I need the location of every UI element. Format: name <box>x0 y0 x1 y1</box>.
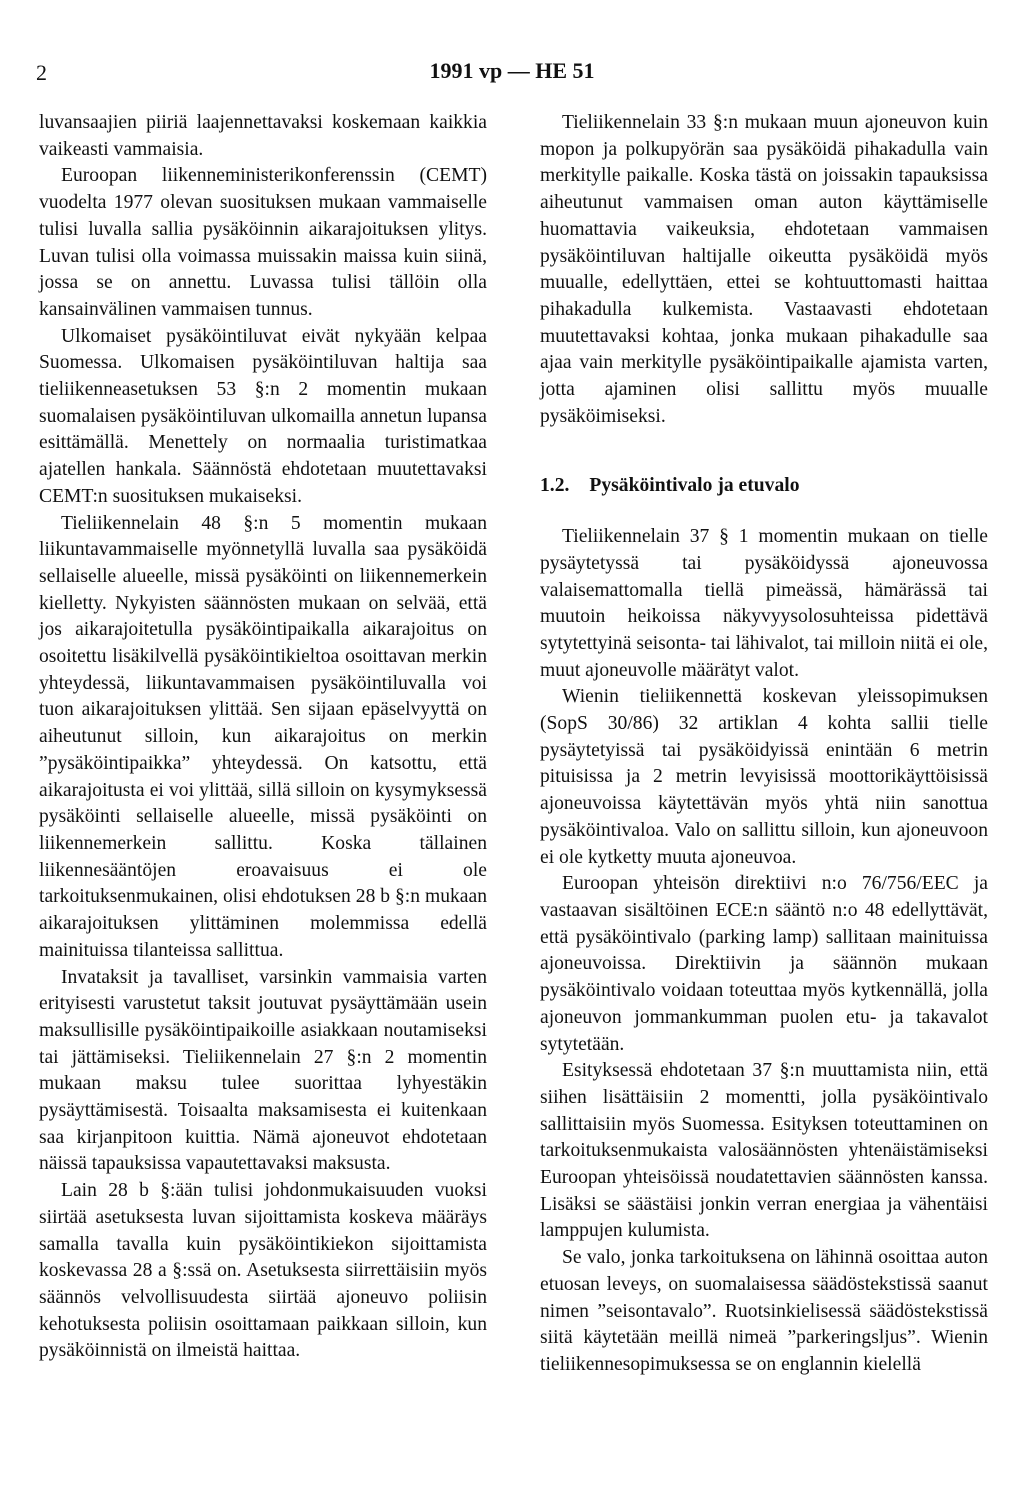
right-paragraph-4: Euroopan yhteisön direktiivi n:o 76/756/EEC ja vastaavan sisältöinen ECE:n sääntö n:o 48 edellyttävät, että pysäköintivalo (parking lamp) sallitaan mainituissa ajoneuvoissa. Direktiivin ja säännön mukaan pysäköintivalo voidaan toteuttaa myös kytkennällä, jolla ajoneuvon jommankumman puolen etu- ja takavalot sytytetään. <box>540 873 988 1055</box>
page-number: 2 <box>36 60 47 85</box>
right-paragraph-3: Wienin tieliikennettä koskevan yleissopimuksen (SopS 30/86) 32 artiklan 4 kohta sallii tielle pysäytetyissä tai pysäköidyissä enintään 6 metrin pituisissa ja 2 metrin levyisissä moottorikäyttöisissä ajoneuvoissa käytettävän myös yhtä niin sanottua pysäköintivaloa. Valo on sallittu silloin, kun ajoneuvoon ei ole kytketty muuta ajoneuvoa. <box>540 686 988 868</box>
right-paragraph-2: Tieliikennelain 37 § 1 momentin mukaan on tielle pysäytetyssä tai pysäköidyssä ajoneuvossa valaisemattomalla tiellä pimeässä, hämärässä tai muutoin heikoissa näkyvyysolosuhteissa pidettävä sytytettyinä seisonta- tai lähivalot, tai milloin niitä ei ole, muut ajoneuvolle määrätyt valot. <box>540 526 988 681</box>
left-paragraph-5: Invataksit ja tavalliset, varsinkin vammaisia varten erityisesti varustetut taksit joutuvat pysäyttämään usein maksullisille pysäköintipaikoille asiakkaan noutamiseksi tai jättämiseksi. Tieliikennelain 27 §:n 2 momentin mukaan maksu tulee suorittaa lyhyestäkin pysäyttämisestä. Toisaalta maksamisesta ei kuitenkaan saa kirjanpitoon kuittia. Nämä ajoneuvot ehdotetaan näissä tapauksissa vapautettavaksi maksusta. <box>39 966 487 1175</box>
right-paragraph-6: Se valo, jonka tarkoituksena on lähinnä osoittaa auton etuosan leveys, on suomalaisessa säädöstekstissä saanut nimen ”seisontavalo”. Ruotsinkielisessä säädöstekstissä siitä käytetään meillä nimeä ”parkeringsljus”. Wienin tieliikennesopimuksessa se on englannin kielellä <box>540 1247 988 1375</box>
left-paragraph-4: Tieliikennelain 48 §:n 5 momentin mukaan liikuntavammaiselle myönnetyllä luvalla saa pysäköidä sellaiselle alueelle, missä pysäköinti on liikennemerkein kielletty. Nykyisten säännösten mukaan on selvää, että jos aikarajoitetulla pysäköintipaikalla aikarajoitus on osoitettu lisäkilvellä pysäköintikieltoa osoittavan merkin yhteydessä, liikuntavammaisen pysäköintiluvalla voi tuon aikarajoituksen ylittää. Sen sijaan epäselvyyttä on aiheutunut silloin, kun aikarajoitus on merkin ”pysäköintipaikka” yhteydessä. On katsottu, että aikarajoitusta ei voi ylittää, sillä silloin on kysymyksessä pysäköinti sellaiselle alueelle, missä pysäköinti on liikennemerkein sallittu. Koska tällainen liikennesääntöjen eroavaisuus ei ole tarkoituksenmukainen, olisi ehdotuksen 28 b §:n mukaan aikarajoituksen ylittäminen molemmissa edellä mainituissa tilanteissa sallittua. <box>39 512 487 961</box>
section-title: Pysäköintivalo ja etuvalo <box>589 475 800 497</box>
left-paragraph-2: Euroopan liikenneministerikonferenssin (CEMT) vuodelta 1977 olevan suosituksen mukaan vammaiselle tulisi luvalla sallia pysäköinnin aikarajoituksen ylitys. Luvan tulisi olla voimassa muissakin maissa kuin siinä, jossa se on annettu. Luvassa tulisi tällöin olla kansainvälinen vammaisen tunnus. <box>39 165 487 320</box>
left-paragraph-6: Lain 28 b §:ään tulisi johdonmukaisuuden vuoksi siirtää asetuksesta luvan sijoittamista koskeva määräys samalla tavalla kuin pysäköintikiekon sijoittamista koskevassa 28 a §:ssä on. Asetuksesta siirrettäisiin myös säännös velvollisuudesta siirtää ajoneuvo poliisin kehotuksesta poliisin osoittamaan paikkaan silloin, kun pysäköinnistä on ilmeistä haittaa. <box>39 1180 487 1362</box>
left-paragraph-1: luvansaajien piiriä laajennettavaksi koskemaan kaikkia vaikeasti vammaisia. <box>39 112 487 160</box>
section-heading <box>540 473 988 500</box>
left-column <box>39 110 487 1365</box>
right-column <box>540 110 988 1379</box>
section-number: 1.2. <box>540 475 570 497</box>
right-paragraph-5: Esityksessä ehdotetaan 37 §:n muuttamista niin, että siihen lisättäisiin 2 momentti, jolla pysäköintivalo sallittaisiin myös Suomessa. Esityksen toteuttaminen on tarkoituksenmukaista valosäännösten yhtenäistämiseksi Euroopan yhteisöissä noudatettavien säännösten kanssa. Lisäksi se säästäisi jonkin verran energiaa ja vähentäisi lamppujen kulumista. <box>540 1060 988 1242</box>
left-paragraph-3: Ulkomaiset pysäköintiluvat eivät nykyään kelpaa Suomessa. Ulkomaisen pysäköintiluvan haltija saa tieliikenneasetuksen 53 §:n 2 momentin mukaan suomalaisen pysäköintiluvan ulkomailla annetun lupansa esittämällä. Menettely on normaalia turistimatkaa ajatellen hankala. Säännöstä ehdotetaan muutettavaksi CEMT:n suosituksen mukaiseksi. <box>39 325 487 507</box>
right-paragraph-1: Tieliikennelain 33 §:n mukaan muun ajoneuvon kuin mopon ja polkupyörän saa pysäköidä pihakadulla vain merkitylle paikalle. Koska tästä on joissakin tapauksissa aiheutunut vammaisen oman auton käyttämiselle huomattavia vaikeuksia, ehdotetaan vammaisen pysäköintiluvan haltijalle oikeutta pysäköidä myös muualle, edellyttäen, ettei se kohtuuttomasti haittaa pihakadulla kulkemista. Vastaavasti ehdotetaan muutettavaksi kohtaa, jonka mukaan pihakadulle saa ajaa vain merkitylle pysäköintipaikalle ajamista varten, jotta ajaminen olisi sallittu myös muualle pysäköimiseksi. <box>540 112 988 427</box>
running-header: 1991 vp — HE 51 <box>429 58 595 83</box>
